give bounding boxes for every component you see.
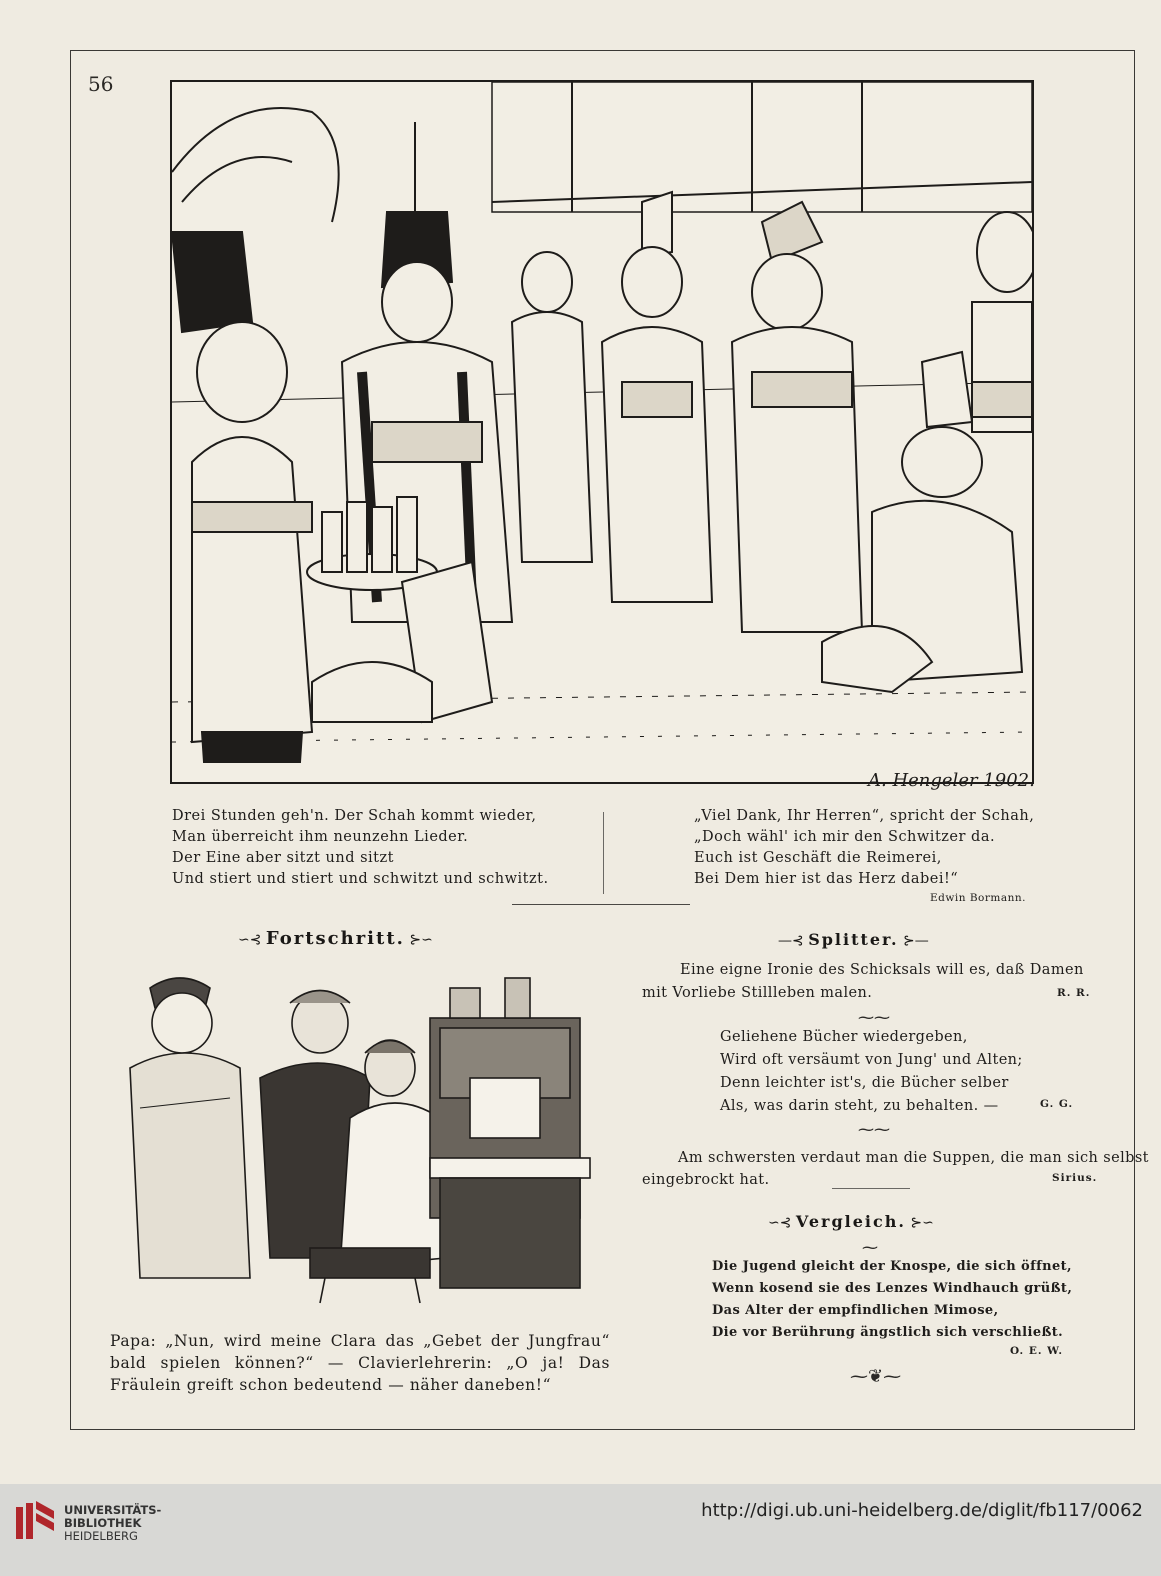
logo-line: BIBLIOTHEK xyxy=(64,1516,142,1530)
flourish-icon: ⊱∽ xyxy=(905,1215,934,1231)
end-ornament-icon: ⁓❦⁓ xyxy=(850,1366,902,1387)
illustration-signature: A. Hengeler 1902. xyxy=(868,770,1035,791)
separator-ornament: ⁓⁓ xyxy=(858,1120,890,1139)
verse-line: Als, was darin steht, zu behalten. — xyxy=(720,1098,999,1114)
splitter-item-1-line1: Eine eigne Ironie des Schicksals will es, daß Damen xyxy=(680,962,1084,978)
verse-line: Wenn kosend sie des Lenzes Windhauch grüßt, xyxy=(712,1281,1073,1296)
poem-line: Der Eine aber sitzt und sitzt xyxy=(172,850,394,866)
viewer-footer xyxy=(0,1484,1161,1576)
poem-line: Man überreicht ihm neunzehn Lieder. xyxy=(172,829,469,845)
flourish-icon: ⊱— xyxy=(898,933,929,949)
verse-line: Geliehene Bücher wiedergeben, xyxy=(720,1029,968,1045)
verse-line: Die Jugend gleicht der Knospe, die sich öffnet, xyxy=(712,1259,1072,1274)
university-logo-text[interactable] xyxy=(64,1504,161,1543)
vergleich-title-text: Vergleich. xyxy=(795,1212,906,1231)
logo-line: HEIDELBERG xyxy=(64,1529,138,1543)
poem-right xyxy=(694,806,1034,890)
piano-illustration xyxy=(110,958,610,1308)
poem-author: Edwin Bormann. xyxy=(930,892,1026,904)
permalink-url[interactable]: http://digi.ub.uni-heidelberg.de/diglit/fb117/0062 xyxy=(701,1500,1143,1521)
fortschritt-title-text: Fortschritt. xyxy=(265,928,405,949)
flourish-icon: ∽⊰ xyxy=(238,932,266,948)
verse-line: Das Alter der empfindlichen Mimose, xyxy=(712,1303,999,1318)
verse-line: Die vor Berührung ängstlich sich verschließt. xyxy=(712,1325,1064,1340)
poem-line: Euch ist Geschäft die Reimerei, xyxy=(694,850,942,866)
vergleich-poem xyxy=(712,1256,1072,1344)
splitter-item-2-sig: G. G. xyxy=(1040,1098,1074,1110)
splitter-item-1-line2: mit Vorliebe Stillleben malen. xyxy=(642,985,873,1001)
section-rule xyxy=(512,904,690,905)
poem-line: Bei Dem hier ist das Herz dabei!“ xyxy=(694,871,959,887)
poem-line: „Viel Dank, Ihr Herren“, spricht der Schah, xyxy=(694,808,1035,824)
verse-line: Denn leichter ist's, die Bücher selber xyxy=(720,1075,1009,1091)
poem-line: Und stiert und stiert und schwitzt und schwitzt. xyxy=(172,871,549,887)
splitter-item-2 xyxy=(720,1026,1023,1118)
splitter-title-text: Splitter. xyxy=(808,930,899,949)
splitter-item-3-line2: eingebrockt hat. xyxy=(642,1172,770,1188)
separator-ornament: ⁓ xyxy=(862,1238,878,1257)
vergleich-title xyxy=(768,1212,934,1231)
splitter-item-3-sig: Sirius. xyxy=(1052,1172,1098,1184)
poem-line: Drei Stunden geh'n. Der Schah kommt wieder, xyxy=(172,808,537,824)
flourish-icon: —⊰ xyxy=(778,933,809,949)
column-divider xyxy=(603,812,604,894)
splitter-item-3-line1: Am schwersten verdaut man die Suppen, die man sich selbst xyxy=(678,1150,1149,1166)
fortschritt-caption: Papa: „Nun, wird meine Clara das „Gebet der Jungfrau“ bald spielen können?“ — Clavierlehrerin: „O ja! Das Fräulein greift schon bedeutend — näher daneben!“ xyxy=(110,1332,610,1394)
flourish-icon: ⊱∽ xyxy=(404,932,433,948)
flourish-icon: ∽⊰ xyxy=(768,1215,796,1231)
piano-drawing xyxy=(110,958,610,1308)
splitter-item-1-sig: R. R. xyxy=(1057,987,1091,999)
illustration-drawing xyxy=(172,82,1032,782)
poem-left xyxy=(172,806,549,890)
university-logo-icon[interactable] xyxy=(12,1497,58,1543)
logo-line: UNIVERSITÄTS- xyxy=(64,1503,162,1517)
fortschritt-title xyxy=(238,928,433,949)
verse-line: Wird oft versäumt von Jung' und Alten; xyxy=(720,1052,1023,1068)
section-rule xyxy=(832,1188,910,1189)
page-number: 56 xyxy=(88,72,114,96)
poem-line: „Doch wähl' ich mir den Schwitzer da. xyxy=(694,829,996,845)
shah-court-illustration xyxy=(170,80,1034,784)
vergleich-sig: O. E. W. xyxy=(1010,1345,1063,1357)
splitter-title xyxy=(778,930,929,949)
separator-ornament: ⁓⁓ xyxy=(858,1008,890,1027)
